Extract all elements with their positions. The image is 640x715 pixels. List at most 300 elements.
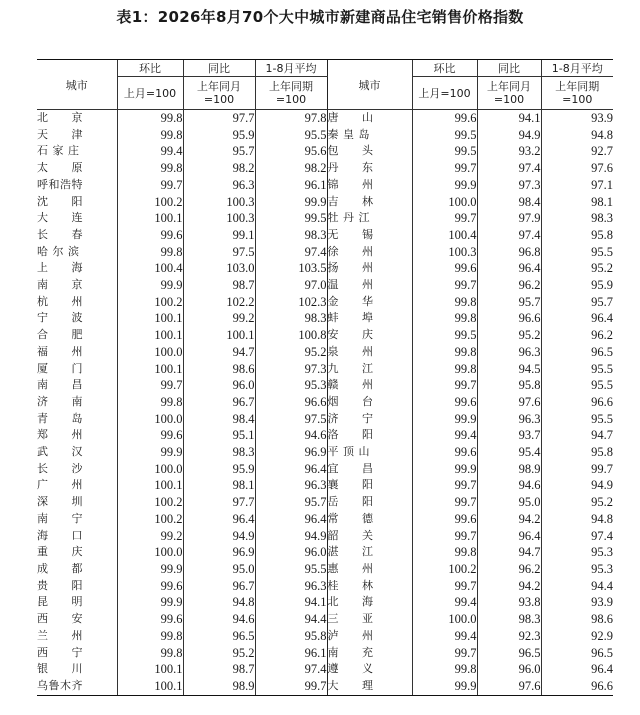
ytd-value: 97.4 [255,244,327,261]
mom-value: 100.1 [117,310,183,327]
yoy-value: 96.2 [477,277,541,294]
table-row [37,294,613,311]
yoy-value: 96.0 [477,661,541,678]
yoy-value: 95.8 [477,377,541,394]
city-name: 厦 门 [37,361,83,375]
ytd-value: 96.4 [541,661,613,678]
ytd-value: 97.4 [255,661,327,678]
yoy-value: 97.9 [477,210,541,227]
mom-value: 99.7 [412,160,477,177]
city-name: 兰 州 [37,628,83,642]
yoy-value: 95.0 [183,561,255,578]
city-name: 乌鲁木齐 [37,678,117,695]
ytd-value: 96.4 [541,310,613,327]
city-name: 南 昌 [37,378,83,392]
table-row [37,127,613,144]
ytd-value: 92.9 [541,628,613,645]
table-row [37,528,613,545]
city-name: 锦 州 [327,177,412,194]
ytd-value: 96.0 [255,544,327,561]
ytd-value: 94.7 [541,427,613,444]
table-row [37,377,613,394]
yoy-value: 99.1 [183,227,255,244]
ytd-value: 96.5 [541,645,613,662]
city-name: 洛 阳 [327,427,412,444]
city-name: 平 顶 山 [327,444,412,461]
ytd-value: 94.9 [255,528,327,545]
city-name: 太 原 [37,161,83,175]
yoy-value: 94.6 [477,477,541,494]
city-name: 长 沙 [37,461,83,475]
mom-value: 99.7 [412,477,477,494]
mom-value: 99.8 [412,310,477,327]
city-name: 贵 阳 [37,578,83,592]
mom-value: 99.6 [412,110,477,127]
city-name: 大 连 [37,211,83,225]
city-name: 北 京 [37,111,83,124]
yoy-value: 98.7 [183,661,255,678]
city-name: 安 庆 [327,327,412,344]
ytd-value: 97.0 [255,277,327,294]
ytd-value: 98.3 [255,310,327,327]
table-row [37,344,613,361]
yoy-value: 97.6 [477,678,541,695]
city-name: 常 德 [327,511,412,528]
mom-value: 99.8 [117,244,183,261]
mom-value: 99.7 [412,377,477,394]
yoy-value: 94.9 [183,528,255,545]
ytd-value: 94.4 [255,611,327,628]
yoy-value: 98.3 [477,611,541,628]
ytd-value: 102.3 [255,294,327,311]
city-name: 深 圳 [37,495,83,509]
city-name: 桂 林 [327,578,412,595]
ytd-value: 95.2 [255,344,327,361]
city-name: 石 家 庄 [37,144,80,158]
mom-value: 99.8 [412,661,477,678]
ytd-value: 95.5 [255,127,327,144]
ytd-value: 95.3 [255,377,327,394]
ytd-base-header-2: 上年同期=100 [541,77,613,110]
city-name: 金 华 [327,294,412,311]
yoy-value: 94.2 [477,511,541,528]
table-row [37,511,613,528]
ytd-value: 95.5 [541,411,613,428]
mom-value: 99.9 [412,678,477,695]
yoy-value: 94.9 [477,127,541,144]
city-name: 丹 东 [327,160,412,177]
table-row [37,361,613,378]
mom-value: 99.8 [412,544,477,561]
yoy-value: 98.6 [183,361,255,378]
mom-value: 100.0 [117,344,183,361]
ytd-value: 98.3 [541,210,613,227]
yoy-value: 98.4 [477,194,541,211]
ytd-value: 95.9 [541,277,613,294]
ytd-value: 100.8 [255,327,327,344]
mom-value: 100.0 [117,461,183,478]
city-name: 大 理 [327,678,412,695]
city-column-header: 城市 [37,60,117,110]
ytd-value: 92.7 [541,143,613,160]
yoy-value: 96.0 [183,377,255,394]
mom-value: 99.7 [412,494,477,511]
city-name: 济 宁 [327,411,412,428]
city-name: 蚌 埠 [327,310,412,327]
ytd-value: 95.3 [541,544,613,561]
mom-value: 99.7 [412,210,477,227]
ytd-value: 94.8 [541,127,613,144]
mom-base-header: 上月=100 [117,77,183,110]
mom-value: 99.6 [117,611,183,628]
city-name: 长 春 [37,227,83,241]
yoy-value: 103.0 [183,260,255,277]
table-row [37,227,613,244]
yoy-value: 95.9 [183,127,255,144]
city-name: 银 川 [37,662,83,676]
yoy-value: 97.3 [477,177,541,194]
city-name: 三 亚 [327,611,412,628]
mom-value: 99.9 [117,594,183,611]
ytd-value: 97.6 [541,160,613,177]
ytd-value: 94.6 [255,427,327,444]
table-row [37,544,613,561]
mom-value: 99.9 [412,411,477,428]
yoy-value: 96.8 [477,244,541,261]
city-name: 天 津 [37,127,83,141]
city-name: 昆 明 [37,595,83,609]
yoy-value: 98.7 [183,277,255,294]
yoy-value: 96.4 [183,511,255,528]
ytd-value: 99.5 [255,210,327,227]
yoy-value: 98.9 [183,678,255,695]
city-name: 西 宁 [37,645,83,659]
mom-value: 99.9 [412,461,477,478]
city-name: 唐 山 [327,110,412,127]
table-row [37,444,613,461]
ytd-value: 96.1 [255,645,327,662]
table-row [37,678,613,695]
yoy-value: 97.6 [477,394,541,411]
ytd-value: 93.9 [541,110,613,127]
yoy-value: 97.5 [183,244,255,261]
ytd-value: 94.8 [541,511,613,528]
yoy-base-header-2: 上年同月=100 [477,77,541,110]
mom-value: 99.9 [117,561,183,578]
table-row [37,143,613,160]
yoy-value: 99.2 [183,310,255,327]
mom-value: 99.8 [117,645,183,662]
ytd-value: 97.1 [541,177,613,194]
ytd-value: 96.3 [255,477,327,494]
yoy-value: 94.2 [477,578,541,595]
ytd-value: 95.7 [541,294,613,311]
ytd-value: 95.5 [255,561,327,578]
yoy-value: 97.7 [183,494,255,511]
mom-value: 99.8 [117,110,183,127]
ytd-value: 98.2 [255,160,327,177]
yoy-value: 96.3 [183,177,255,194]
city-name: 海 口 [37,528,83,542]
yoy-value: 96.4 [477,528,541,545]
table-row [37,494,613,511]
mom-value: 99.6 [117,427,183,444]
yoy-value: 98.2 [183,160,255,177]
yoy-value: 96.5 [183,628,255,645]
city-name: 扬 州 [327,260,412,277]
ytd-value: 95.5 [541,377,613,394]
mom-value: 99.5 [412,327,477,344]
city-name: 秦 皇 岛 [327,127,412,144]
city-name: 宜 昌 [327,461,412,478]
mom-value: 99.8 [117,127,183,144]
ytd-value: 95.8 [541,444,613,461]
ytd-value: 96.3 [255,578,327,595]
city-name: 上 海 [37,261,83,275]
table-row [37,578,613,595]
yoy-value: 94.8 [183,594,255,611]
mom-value: 99.7 [412,277,477,294]
city-name: 徐 州 [327,244,412,261]
mom-value: 99.4 [117,143,183,160]
ytd-value: 99.9 [255,194,327,211]
ytd-value: 97.3 [255,361,327,378]
yoy-value: 95.9 [183,461,255,478]
city-name: 哈 尔 滨 [37,244,80,258]
table-row [37,628,613,645]
city-name: 吉 林 [327,194,412,211]
yoy-value: 94.7 [477,544,541,561]
ytd-value: 99.7 [541,461,613,478]
city-name: 襄 阳 [327,477,412,494]
yoy-value: 96.5 [477,645,541,662]
ytd-value: 97.4 [541,528,613,545]
city-name: 岳 阳 [327,494,412,511]
table-row [37,611,613,628]
mom-value: 100.2 [117,294,183,311]
ytd-value: 95.7 [255,494,327,511]
city-name: 烟 台 [327,394,412,411]
city-name: 福 州 [37,344,83,358]
table-row [37,461,613,478]
table-row [37,594,613,611]
yoy-value: 96.3 [477,411,541,428]
yoy-value: 96.3 [477,344,541,361]
yoy-value: 96.6 [477,310,541,327]
ytd-value: 93.9 [541,594,613,611]
yoy-value: 98.9 [477,461,541,478]
ytd-value: 97.5 [255,411,327,428]
table-row [37,477,613,494]
ytd-column-header: 1-8月平均 [255,60,327,77]
table-body [37,110,613,696]
mom-value: 99.8 [412,294,477,311]
table-row [37,645,613,662]
mom-value: 99.8 [117,160,183,177]
yoy-value: 97.4 [477,160,541,177]
ytd-value: 95.6 [255,143,327,160]
ytd-value: 98.6 [541,611,613,628]
city-name: 西 安 [37,612,83,626]
mom-value: 99.9 [117,277,183,294]
ytd-value: 95.2 [541,260,613,277]
yoy-value: 95.1 [183,427,255,444]
table-row [37,427,613,444]
city-name: 宁 波 [37,311,83,325]
table-row [37,194,613,211]
yoy-value: 96.2 [477,561,541,578]
mom-value: 100.0 [412,611,477,628]
table-row [37,110,613,127]
ytd-value: 96.2 [541,327,613,344]
table-row [37,310,613,327]
yoy-value: 102.2 [183,294,255,311]
ytd-value: 95.5 [541,361,613,378]
table-row [37,277,613,294]
city-name: 湛 江 [327,544,412,561]
mom-value: 100.2 [117,494,183,511]
city-name: 北 海 [327,594,412,611]
yoy-value: 95.7 [477,294,541,311]
city-name: 武 汉 [37,445,83,459]
mom-value: 99.6 [412,260,477,277]
yoy-value: 97.4 [477,227,541,244]
mom-value: 100.2 [117,194,183,211]
ytd-column-header-2: 1-8月平均 [541,60,613,77]
yoy-value: 98.4 [183,411,255,428]
city-name: 郑 州 [37,428,83,442]
city-name: 牡 丹 江 [327,210,412,227]
mom-base-header-2: 上月=100 [412,77,477,110]
table-header [37,60,613,110]
mom-value: 99.6 [412,444,477,461]
yoy-value: 95.2 [183,645,255,662]
mom-value: 99.4 [412,594,477,611]
mom-value: 100.0 [412,194,477,211]
yoy-value: 100.1 [183,327,255,344]
yoy-value: 94.5 [477,361,541,378]
mom-value: 99.9 [117,444,183,461]
mom-value: 100.0 [117,544,183,561]
mom-column-header-2: 环比 [412,60,477,77]
yoy-value: 95.7 [183,143,255,160]
yoy-value: 98.1 [183,477,255,494]
city-column-header-2: 城市 [327,60,412,110]
yoy-value: 93.7 [477,427,541,444]
mom-value: 99.7 [412,645,477,662]
city-name: 温 州 [327,277,412,294]
mom-value: 99.9 [412,177,477,194]
city-name: 赣 州 [327,377,412,394]
ytd-value: 96.6 [541,394,613,411]
yoy-value: 96.7 [183,578,255,595]
yoy-value: 94.6 [183,611,255,628]
table-row [37,394,613,411]
city-name: 泸 州 [327,628,412,645]
mom-value: 99.8 [117,628,183,645]
ytd-value: 103.5 [255,260,327,277]
ytd-value: 96.5 [541,344,613,361]
mom-value: 99.8 [412,361,477,378]
mom-value: 99.8 [117,394,183,411]
mom-value: 99.6 [117,227,183,244]
city-name: 青 岛 [37,411,83,425]
city-name: 重 庆 [37,545,83,559]
yoy-value: 93.2 [477,143,541,160]
mom-value: 100.4 [117,260,183,277]
ytd-value: 96.4 [255,511,327,528]
ytd-value: 99.7 [255,678,327,695]
mom-value: 99.2 [117,528,183,545]
mom-value: 99.7 [412,528,477,545]
yoy-column-header-2: 同比 [477,60,541,77]
city-name: 呼和浩特 [37,177,83,191]
mom-value: 100.2 [412,561,477,578]
mom-value: 99.5 [412,127,477,144]
mom-value: 99.8 [412,344,477,361]
city-name: 泉 州 [327,344,412,361]
ytd-value: 95.5 [541,244,613,261]
city-name: 成 都 [37,561,83,575]
table-row [37,661,613,678]
mom-value: 99.6 [412,394,477,411]
city-name: 济 南 [37,394,83,408]
mom-value: 100.1 [117,210,183,227]
city-name: 韶 关 [327,528,412,545]
mom-value: 100.1 [117,477,183,494]
mom-value: 100.1 [117,678,183,695]
ytd-value: 97.8 [255,110,327,127]
yoy-value: 92.3 [477,628,541,645]
yoy-value: 96.7 [183,394,255,411]
table-row [37,327,613,344]
mom-value: 100.2 [117,511,183,528]
ytd-value: 96.1 [255,177,327,194]
yoy-value: 94.1 [477,110,541,127]
yoy-value: 96.9 [183,544,255,561]
mom-value: 99.4 [412,427,477,444]
table-title: 表1：2026年8月70个大中城市新建商品住宅销售价格指数 [116,8,524,26]
ytd-value: 98.3 [255,227,327,244]
ytd-value: 95.8 [255,628,327,645]
ytd-value: 96.9 [255,444,327,461]
mom-value: 99.7 [117,177,183,194]
mom-value: 100.3 [412,244,477,261]
table-row [37,177,613,194]
city-name: 杭 州 [37,294,83,308]
price-index-table [37,59,613,696]
table-row [37,160,613,177]
mom-value: 100.0 [117,411,183,428]
mom-column-header: 环比 [117,60,183,77]
table-row [37,260,613,277]
mom-value: 99.7 [117,377,183,394]
yoy-value: 100.3 [183,210,255,227]
city-name: 南 充 [327,645,412,662]
city-name: 九 江 [327,361,412,378]
ytd-value: 98.1 [541,194,613,211]
table-row [37,411,613,428]
city-name: 南 宁 [37,511,83,525]
city-name: 合 肥 [37,328,83,342]
city-name: 广 州 [37,478,83,492]
table-row [37,210,613,227]
city-name: 南 京 [37,278,83,292]
mom-value: 100.1 [117,361,183,378]
ytd-value: 95.3 [541,561,613,578]
ytd-value: 96.6 [255,394,327,411]
mom-value: 99.6 [412,511,477,528]
